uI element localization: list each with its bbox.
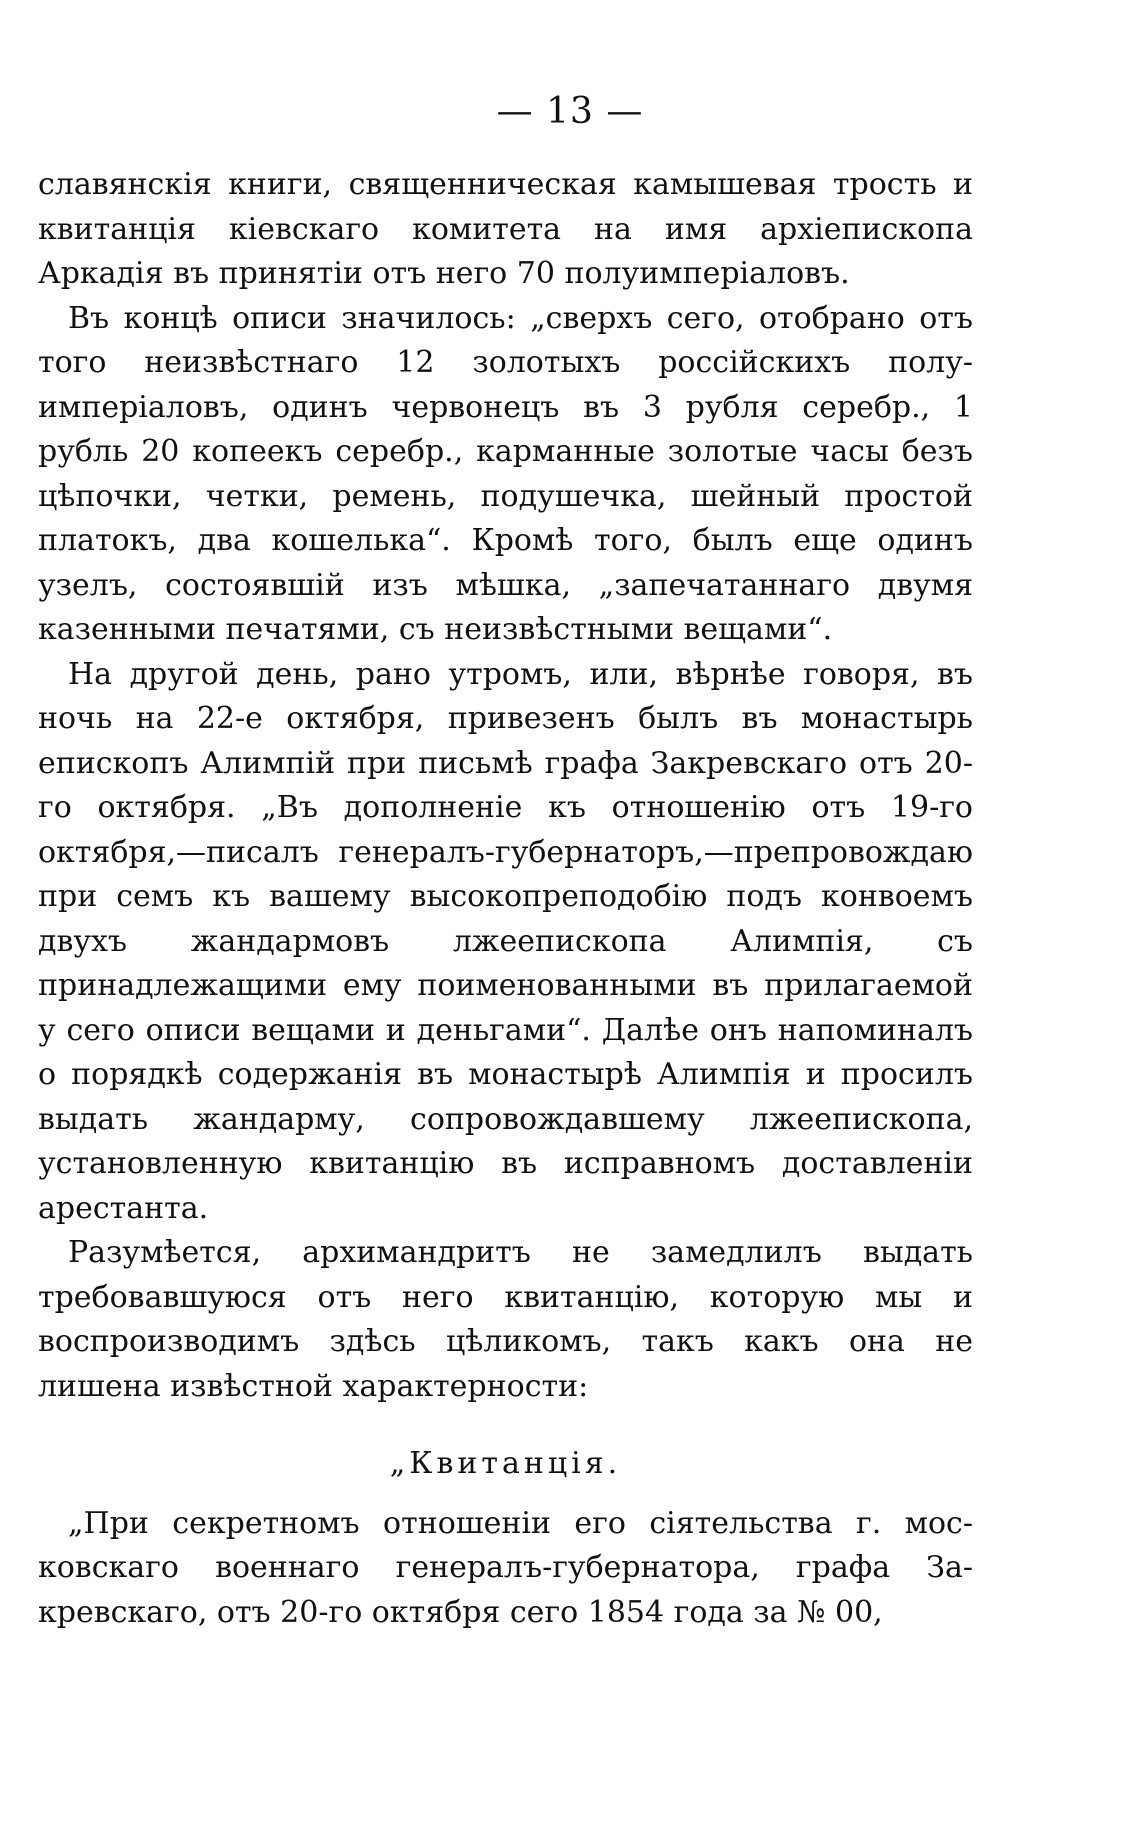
- paragraph-2: Въ концѣ описи значилось: „сверхъ сего, отобрано отъ того неизвѣстнаго 12 золотыхъ россійскихъ полуимперіаловъ, одинъ червонецъ въ 3 рубля серебр., 1 рубль 20 копеекъ серебр., карманные золотые часы безъ цѣпочки, четки, ремень, подушечка, шейный простой платокъ, два кошелька“. Кромѣ того, былъ еще одинъ узелъ, состоявшій изъ мѣшка, „запечатаннаго двумя казенными печатями, съ неизвѣстными вещами“.: [38, 300, 973, 647]
- paragraph-3: На другой день, рано утромъ, или, вѣрнѣе говоря, въ ночь на 22-е октября, привезенъ былъ въ монастырь епископъ Алимпій при письмѣ графа Закревскаго отъ 20-го октября. „Въ дополненіе къ отношенію отъ 19-го октября,—писалъ генералъ-губернаторъ,—препровождаю при семъ къ вашему высокопреподобію подъ конвоемъ двухъ жандармовъ лжеепископа Алимпія, съ принадлежащими ему поименованными въ прилагаемой у сего описи вещами и деньгами“. Далѣе онъ напоминалъ о порядкѣ содержанія въ монастырѣ Алимпія и просилъ выдать жандарму, сопровождавшему лжеепископа, установленную квитанцію въ исправномъ доставленіи арестанта.: [38, 656, 973, 1226]
- paragraph-5: „При секретномъ отношеніи его сіятельства г. московскаго военнаго генералъ-губернатора, графа Закревскаго, отъ 20-го октября сего 1854 года за № 00,: [38, 1505, 973, 1630]
- paragraph-1: славянскія книги, священническая камышевая трость и квитанція кіевскаго комитета на имя архіепископа Аркадія въ принятіи отъ него 70 полуимперіаловъ.: [38, 167, 973, 291]
- paragraph-4: Разумѣется, архимандритъ не замедлилъ выдать требовавшуюся отъ него квитанцію, которую мы и воспроизводимъ здѣсь цѣликомъ, такъ какъ она не лишена извѣстной характерности:: [38, 1235, 973, 1404]
- body-text: [38, 163, 973, 1635]
- page-number: — 13 —: [496, 91, 644, 132]
- receipt-heading: „Квитанція.: [389, 1446, 622, 1481]
